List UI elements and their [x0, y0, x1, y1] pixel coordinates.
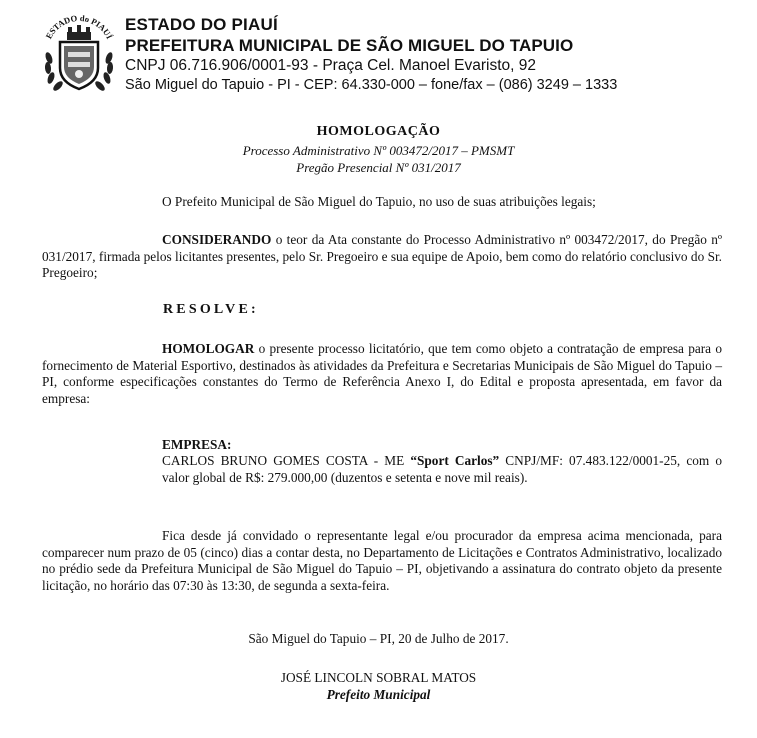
homologar-text: o presente processo licitatório, que tem como objeto a contratação de empresa para o fornecimento de Material Esportivo, destinados às atividades da Prefeitura e Secretarias Municipais de São Miguel do Tapuio – PI, conforme especificações constantes do Termo de Referência Anexo I, do Edital e proposta apresentada, em favor da empresa: — [42, 341, 722, 406]
empresa-label: EMPRESA: — [162, 437, 232, 452]
homologar-keyword: HOMOLOGAR — [162, 341, 255, 356]
considerando-keyword: CONSIDERANDO — [162, 232, 272, 247]
empresa-trade-name: “Sport Carlos” — [410, 453, 500, 468]
cnpj-address: CNPJ 06.716.906/0001-93 - Praça Cel. Manoel Evaristo, 92 — [125, 57, 536, 74]
coat-of-arms-icon — [40, 12, 118, 94]
considerando-text: o teor da Ata constante do Processo Administrativo nº 003472/2017, do Pregão nº 031/2017, firmada pelos licitantes presentes, pelo Sr. Pregoeiro e sua equipe de Apoio, bem como do relatório conclusivo do Sr. Pregoeiro; — [42, 232, 722, 280]
seal-ring-text: ESTADO do PIAUÍ — [43, 12, 115, 41]
date-line: São Miguel do Tapuio – PI, 20 de Julho de 2017. — [248, 631, 509, 646]
city-hall-name: PREFEITURA MUNICIPAL DE SÃO MIGUEL DO TAPUIO — [125, 36, 574, 55]
empresa-paragraph — [162, 453, 722, 486]
letterhead — [125, 14, 617, 95]
resolve-heading: RESOLVE: — [163, 302, 259, 317]
considerando-paragraph — [42, 232, 722, 282]
empresa-details: CNPJ/MF: 07.483.122/0001-25, com o valor global de R$: 279.000,00 (duzentos e setenta e nove mil reais). — [162, 453, 722, 485]
homologar-paragraph — [42, 341, 722, 407]
empresa-name: CARLOS BRUNO GOMES COSTA - ME — [162, 453, 411, 468]
state-name: ESTADO DO PIAUÍ — [125, 15, 278, 34]
fica-paragraph: Fica desde já convidado o representante legal e/ou procurador da empresa acima mencionada, para comparecer num prazo de 05 (cinco) dias a contar desta, no Departamento de Licitações e Contratos Administrativo, localizado no prédio sede da Prefeitura Municipal de São Miguel do Tapuio – PI, objetivando a assinatura do contrato objeto da presente licitação, no horário das 07:30 às 13:30, de segunda a sexta-feira. — [42, 528, 722, 593]
document-title: HOMOLOGAÇÃO — [316, 124, 441, 139]
process-number: Processo Administrativo Nº 003472/2017 – PMSMT — [242, 143, 515, 158]
signer-role: Prefeito Municipal — [326, 687, 431, 702]
intro-paragraph: O Prefeito Municipal de São Miguel do Tapuio, no uso de suas atribuições legais; — [162, 194, 596, 209]
signer-name: JOSÉ LINCOLN SOBRAL MATOS — [280, 670, 477, 685]
auction-number: Pregão Presencial Nº 031/2017 — [296, 160, 461, 175]
city-contact: São Miguel do Tapuio - PI - CEP: 64.330-000 – fone/fax – (086) 3249 – 1333 — [125, 77, 618, 93]
